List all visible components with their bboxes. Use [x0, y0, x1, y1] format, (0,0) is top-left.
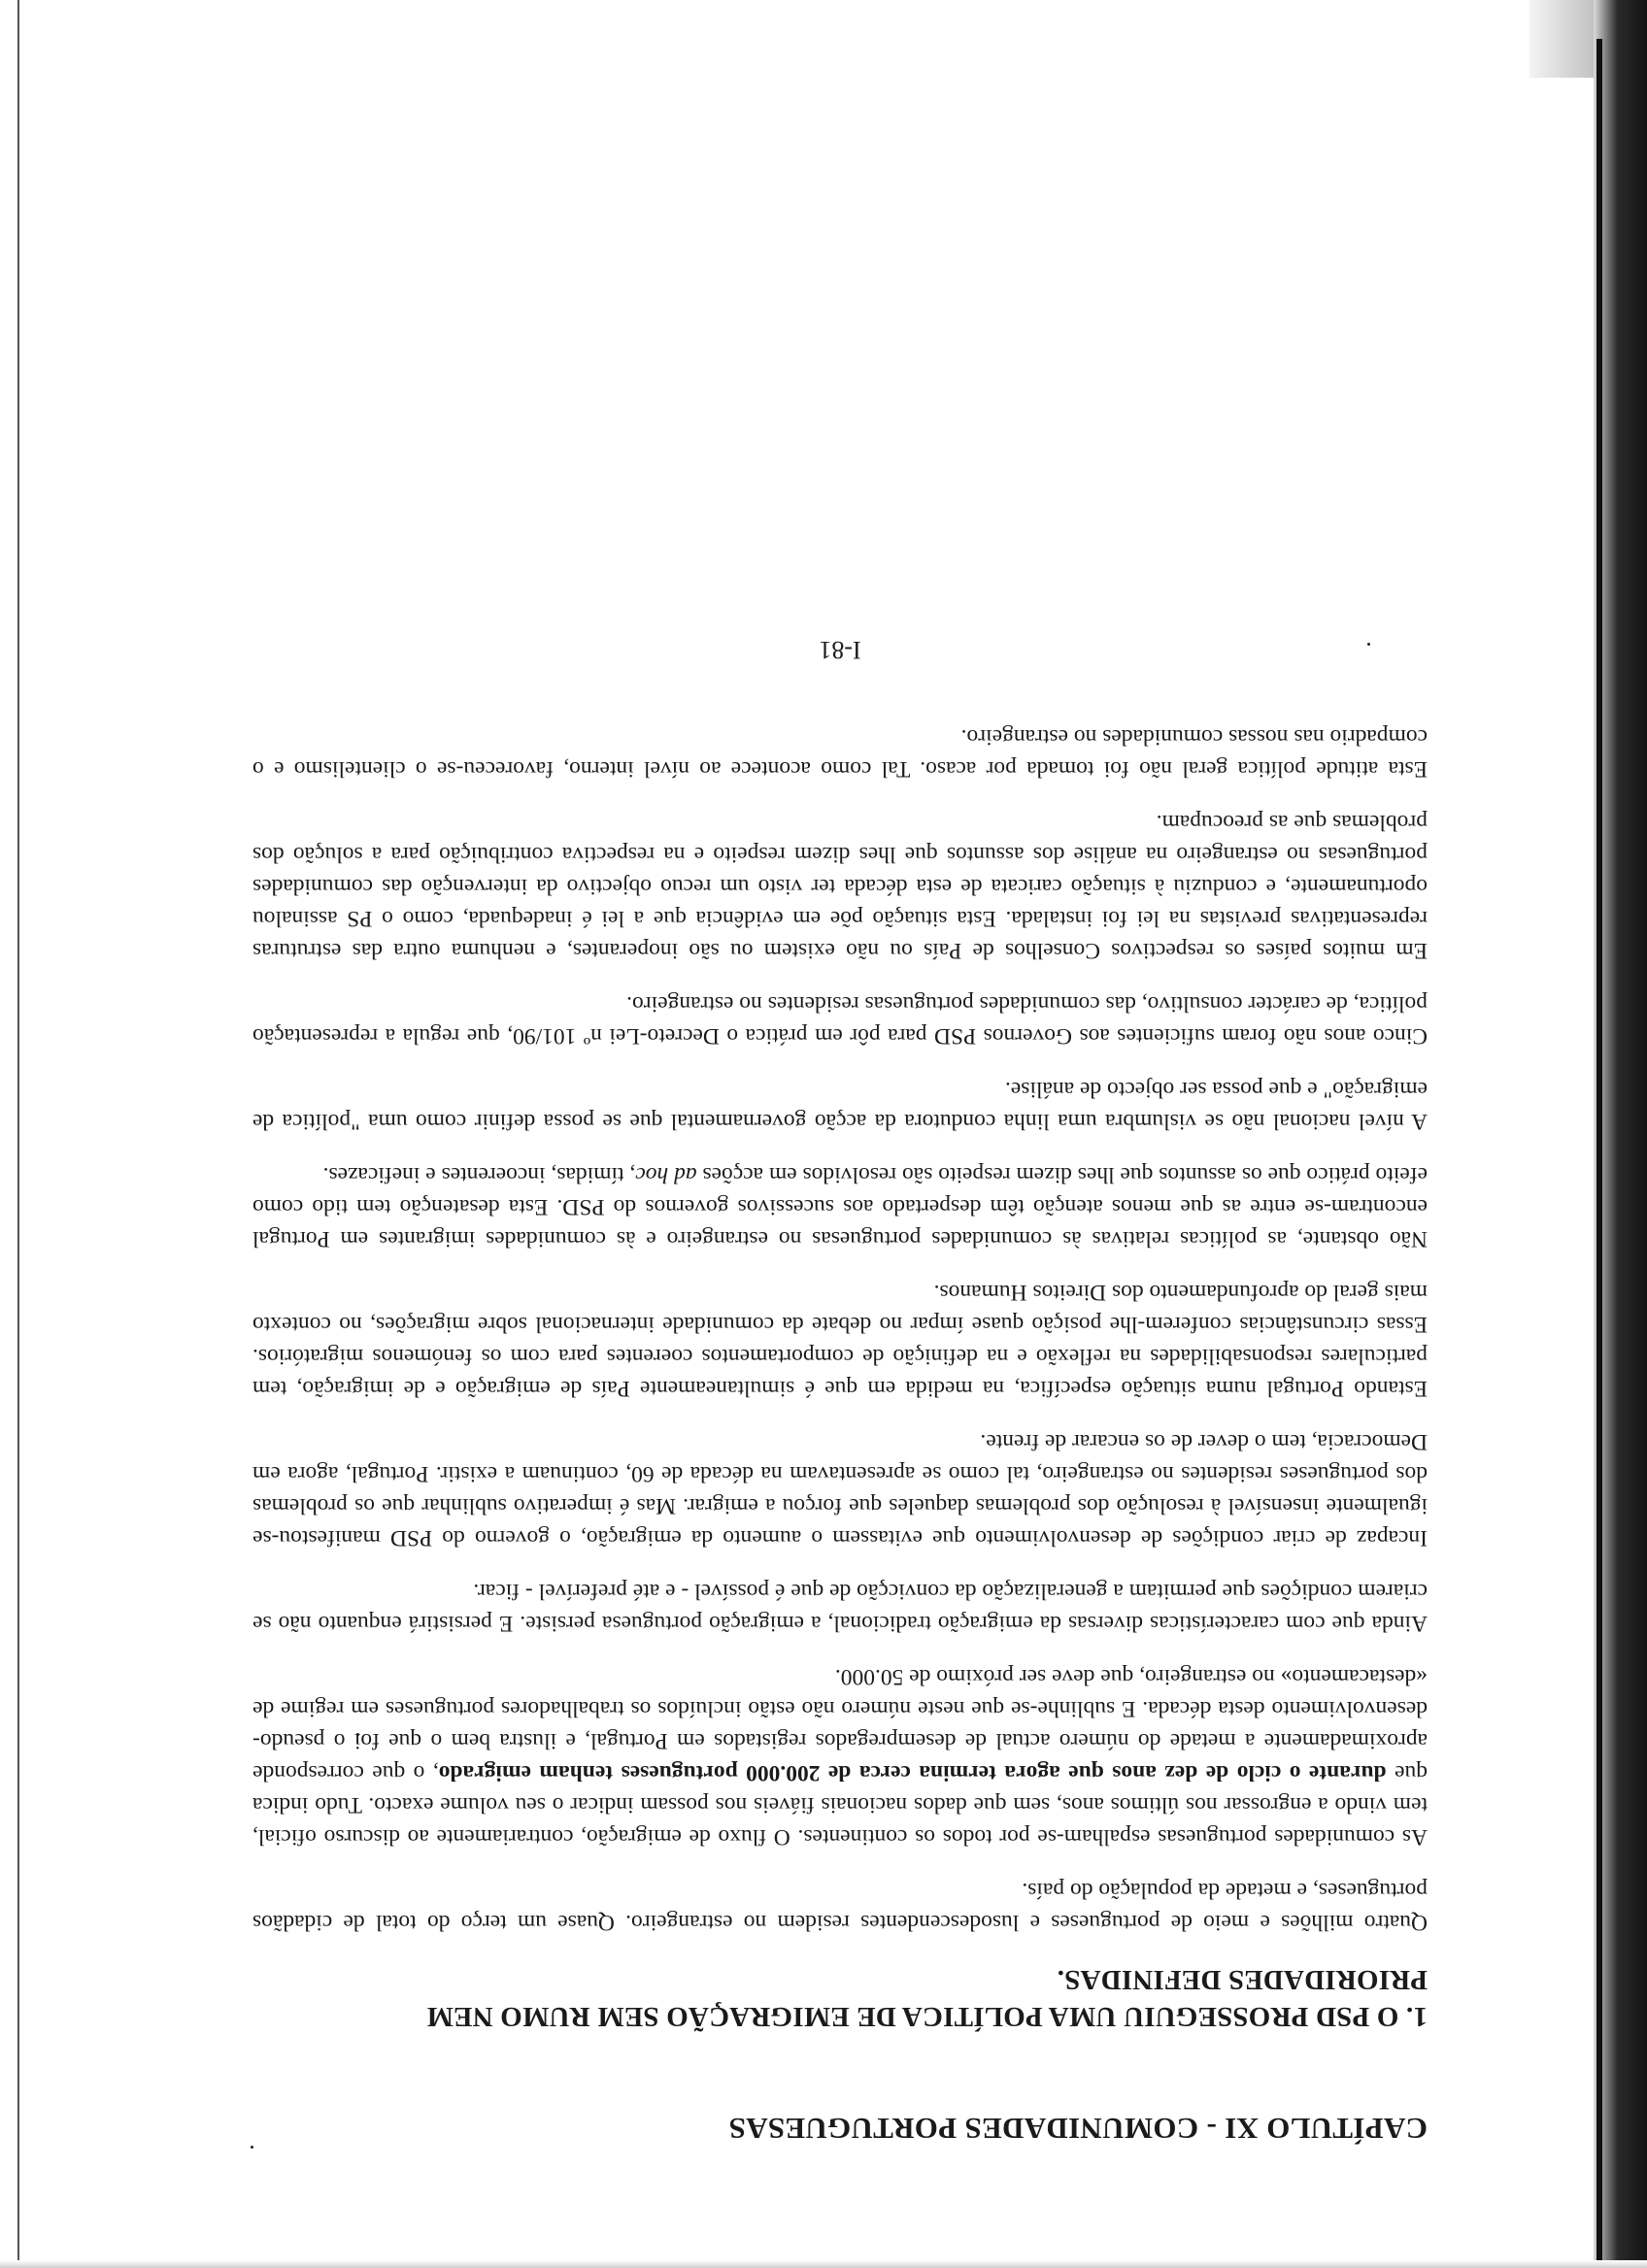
paragraph-text: Não obstante, as políticas relativas às comunidades portuguesas no estrangeiro e às comunidades imigrantes em Portugal encontram-se entre as que menos atenção têm despertado aos sucessivos governos do PSD. Esta desatenção tem tido como efeito prático que os assuntos que lhes dizem respeito são resolvidos em acções — [252, 1162, 1428, 1251]
paragraph — [252, 1660, 1428, 1852]
paragraph-text: , o que corresponde aproximadamente a metade do número actual de desempregados registados em Portugal, e ilustra bem o que foi o pseudo-desenvolvimento desta década. E sublinhe-se que neste número não estão incluídos os trabalhadores portugueses em regime de «destacamento» no estrangeiro, que deve ser próximo de 50.000. — [252, 1664, 1428, 1785]
paragraph-text: , tímidas, incoerentes e ineficazes. — [322, 1162, 636, 1187]
scan-left-edge — [17, 0, 19, 2268]
page-number: I-81 — [819, 636, 861, 664]
section-title: 1. O PSD PROSSEGUIU UMA POLÍTICA DE EMIGRAÇÃO SEM RUMO NEM PRIORIDADES DEFINIDAS. — [426, 1964, 1428, 2032]
paragraph: Incapaz de criar condições de desenvolvimento que evitassem o aumento da emigração, o governo do PSD manifestou-se igualmente insensível à resolução dos problemas daqueles que forçou a emigrar. Mas é imperativo sublinhar que os problemas dos portugueses residentes no estrangeiro, tal como se apresentavam na década de 60, continuam a existir. Portugal, agora em Democracia, tem o dever de os encarar de frente. — [252, 1429, 1428, 1551]
paragraph: Cinco anos não foram suficientes aos Governos PSD para pôr em prática o Decreto-Lei nº 101/90, que regula a representação política, de carácter consultivo, das comunidades portuguesas residentes no estrangeiro. — [252, 991, 1428, 1049]
paragraph: Quatro milhões e meio de portugueses e lusodescendentes residem no estrangeiro. Quase um terço do total de cidadãos portugueses, e metade da população do país. — [252, 1878, 1428, 1935]
paragraph: A nível nacional não se vislumbra uma linha condutora da acção governamental que se possa definir como uma "política de emigração" e que possa ser objecto de análise. — [252, 1077, 1428, 1134]
paragraph-text: As comunidades portuguesas espalham-se por todos os continentes. O fluxo de emigração, contrariamente ao discurso oficial, tem vindo a engrossar nos últimos anos, sem que dados nacionais fiáveis nos possam indicar o seu volume exacto. Tudo indica que — [252, 1760, 1428, 1850]
paragraph-emphasis: durante o ciclo de dez anos que agora termina cerca de 200.000 portugueses tenham emigrado — [438, 1760, 1387, 1785]
scanned-page-rotated — [252, 97, 1428, 2146]
paragraph — [252, 1158, 1428, 1254]
paragraph-italic: ad hoc — [635, 1162, 697, 1187]
scan-binding-line — [1597, 39, 1602, 2268]
chapter-title: CAPÍTULO XI - COMUNIDADES PORTUGUESAS — [728, 2112, 1428, 2146]
scan-speck — [251, 2146, 253, 2149]
paragraph: Ainda que com características diversas da emigração tradicional, a emigração portuguesa persiste. E persistirá enquanto não se criarem condições que permitam a generalização da convicção de que é possível - e até preferível - ficar. — [252, 1579, 1428, 1636]
scan-bottom-edge — [0, 2260, 1647, 2268]
paragraph: Estando Portugal numa situação específica, na medida em que é simultaneamente País de emigração e de imigração, tem particulares responsabilidades na reflexão e na definição de comportamentos coerentes para com os fenómenos migratórios. Essas circunstâncias conferem-lhe posição quase ímpar no debate da comunidade internacional sobre migrações, no contexto mais geral do aprofundamento dos Direitos Humanos. — [252, 1280, 1428, 1401]
paragraph: Esta atitude política geral não foi tomada por acaso. Tal como acontece ao nível interno, favoreceu-se o clientelismo e o compadrio nas nossas comunidades no estrangeiro. — [252, 724, 1428, 782]
paragraph: Em muitos países os respectivos Conselhos de País ou não existem ou são inoperantes, e nenhuma outra das estruturas representativas previstas na lei foi instalada. Esta situação põe em evidência que a lei é inadequada, como o PS assinalou oportunamente, e conduziu à situação caricata de esta década ter visto um recuo objectivo da intervenção das comunidades portuguesas no estrangeiro na análise dos assuntos que lhes dizem respeito e na respectiva contribuição para a solução dos problemas que as preocupam. — [252, 810, 1428, 963]
